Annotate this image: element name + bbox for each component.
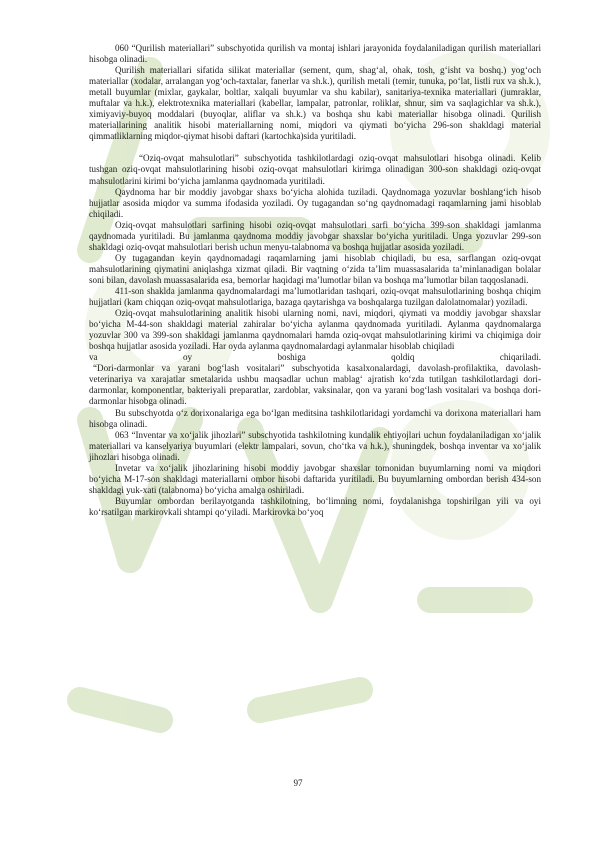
paragraph: Oziq-ovqat mahsulotlarining analitik hisobi ularning nomi, navi, miqdori, qiymati va moddiy javobgar shaxslar bo‘yicha M-44-son shakldagi material zahiralar bo‘yicha aylanma qaydnomada yuritiladi. Aylanma qaydnomalarga yozuvlar 300 va 399-son shakldagi jamlanma qaydnomalari hamda oziq-ovqat mahsulotlarining kirimi va chiqimiga doir boshqa hujjatlar asosida yoziladi. Har oyda aylanma qaydnomalardagi aylanmalar hisoblab chiqiladi — [89, 308, 541, 352]
paragraph: 060 “Qurilish materiallari” subschyotida qurilish va montaj ishlari jarayonida foydalaniladigan qurilish materiallari hisobga olinadi. — [89, 43, 541, 65]
paragraph-spread-line: va oy boshiga qoldiq chiqariladi. — [89, 352, 541, 363]
paragraph: Qaydnoma har bir moddiy javobgar shaxs bo‘yicha alohida tuziladi. Qaydnomaga yozuvlar boshlang‘ich hisob hujjatlar asosida miqdor va summa ifodasida yoziladi. Oy tugagandan so‘ng qaydnomadagi raqamlarning jami hisoblab chiqiladi. — [89, 186, 541, 219]
paragraph: Oy tugagandan keyin qaydnomadagi raqamlarning jami hisoblab chiqiladi, bu esa, sarflangan oziq-ovqat mahsulotlarining qiymatini aniqlashga xizmat qiladi. Bir vaqtning o‘zida ta’lim muassasalarida ta’minlanadigan bolalar soni bilan, davolash muassasalarida esa, bemorlar haqidagi ma’lumotlar bilan va boshqa ma’lumotlar bilan taqqoslanadi. — [89, 252, 541, 285]
paragraph: 063 “Inventar va xo‘jalik jihozlari” subschyotida tashkilotning kundalik ehtiyojlari uchun foydalaniladigan xo‘jalik materiallari va kanselyariya buyumlari (elektr lampalari, sovun, cho‘tka va h.k.), shuningdek, boshqa inventar va xo‘jalik jihozlari hisobga olinadi. — [89, 429, 541, 462]
paragraph-gap — [89, 142, 541, 153]
paragraph: Oziq-ovqat mahsulotlari sarfining hisobi oziq-ovqat mahsulotlari sarfi bo‘yicha 399-son shakldagi jamlanma qaydnomada yuritiladi. Bu jamlanma qaydnoma moddiy javobgar shaxslar bo‘yicha yuritiladi. Unga yozuvlar 299-son shakldagi oziq-ovqat mahsulotlari berish uchun menyu-talabnoma va boshqa hujjatlar asosida yoziladi. — [89, 219, 541, 252]
paragraph: Buyumlar ombordan berilayotganda tashkilotning, bo‘limning nomi, foydalanishga topshirilgan yili va oyi ko‘rsatilgan markirovkali shtampi qo‘yiladi. Markirovka bo‘yoq — [89, 495, 541, 517]
document-body — [89, 43, 541, 518]
paragraph: “Dori-darmonlar va yarani bog‘lash vositalari” subschyotida kasalxonalardagi, davolash-profilaktika, davolash-veterinariya va xarajatlar smetalarida ushbu maqsadlar uchun mablag‘ ajratish ko‘zda tutilgan tashkilotlardagi dori-darmonlar, komponentlar, bakteriyali preparatlar, zardoblar, vaksinalar, qon va yarani bog‘lash vositalari va boshqa dori-darmonlar hisobga olinadi. — [89, 363, 541, 407]
paragraph: “Oziq-ovqat mahsulotlari” subschyotida tashkilotlardagi oziq-ovqat mahsulotlari hisobga olinadi. Kelib tushgan oziq-ovqat mahsulotlarining hisobi oziq-ovqat mahsulotlari kirimga olinadigan 300-son shakldagi oziq-ovqat mahsulotlarini kirimi bo‘yicha jamlanma qaydnomada yuritiladi. — [89, 153, 541, 186]
paragraph: Bu subschyotda o‘z dorixonalariga ega bo‘lgan meditsina tashkilotlaridagi yordamchi va dorixona materiallari ham hisobga olinadi. — [89, 407, 541, 429]
paragraph: Invetar va xo‘jalik jihozlarining hisobi moddiy javobgar shaxslar tomonidan buyumlarning nomi va miqdori bo‘yicha M-17-son shakldagi materiallarni ombor hisobi daftarida yuritiladi. Bu buyumlarning ombordan berish 434-son shakldagi yuk-xati (talabnoma) bo‘yicha amalga oshiriladi. — [89, 462, 541, 495]
paragraph: 411-son shaklda jamlanma qaydnomalardagi ma’lumotlaridan tashqari, oziq-ovqat mahsulotlarining boshqa chiqim hujjatlari (kam chiqqan oziq-ovqat mahsulotlariga, bazaga qaytarishga va boshqalarga tuzilgan dalolatnomalar) yoziladi. — [89, 285, 541, 308]
paragraph: Qurilish materiallari sifatida silikat materiallar (sement, qum, shag‘al, ohak, tosh, g‘isht va boshq.) yog‘och materiallar (xodalar, arralangan yog‘och-taxtalar, fanerlar va sh.k.), qurilish metali (temir, tunuka, po‘lat, listli rux va sh.k.), metall buyumlar (mixlar, gaykalar, boltlar, xalqali buyumlar va shu kabilar), sanitariya-texnika materiallari (jumraklar, muftalar va h.k.), elektrotexnika materiallari (kabellar, lampalar, patronlar, roliklar, shnur, sim va saqlagichlar va sh.k.), ximiyaviy-buyoq moddalari (buyoqlar, aliflar va sh.k.) va boshqa shu kabi materiallar hisobga olinadi. Qurilish materiallarining analitik hisobi materiallarning nomi, miqdori va qiymati bo‘yicha 296-son shakldagi material qimmatliklarning miqdor-qiymat hisobi daftari (kartochka)sida yuritiladi. — [89, 65, 541, 142]
page-number: 97 — [293, 778, 303, 788]
